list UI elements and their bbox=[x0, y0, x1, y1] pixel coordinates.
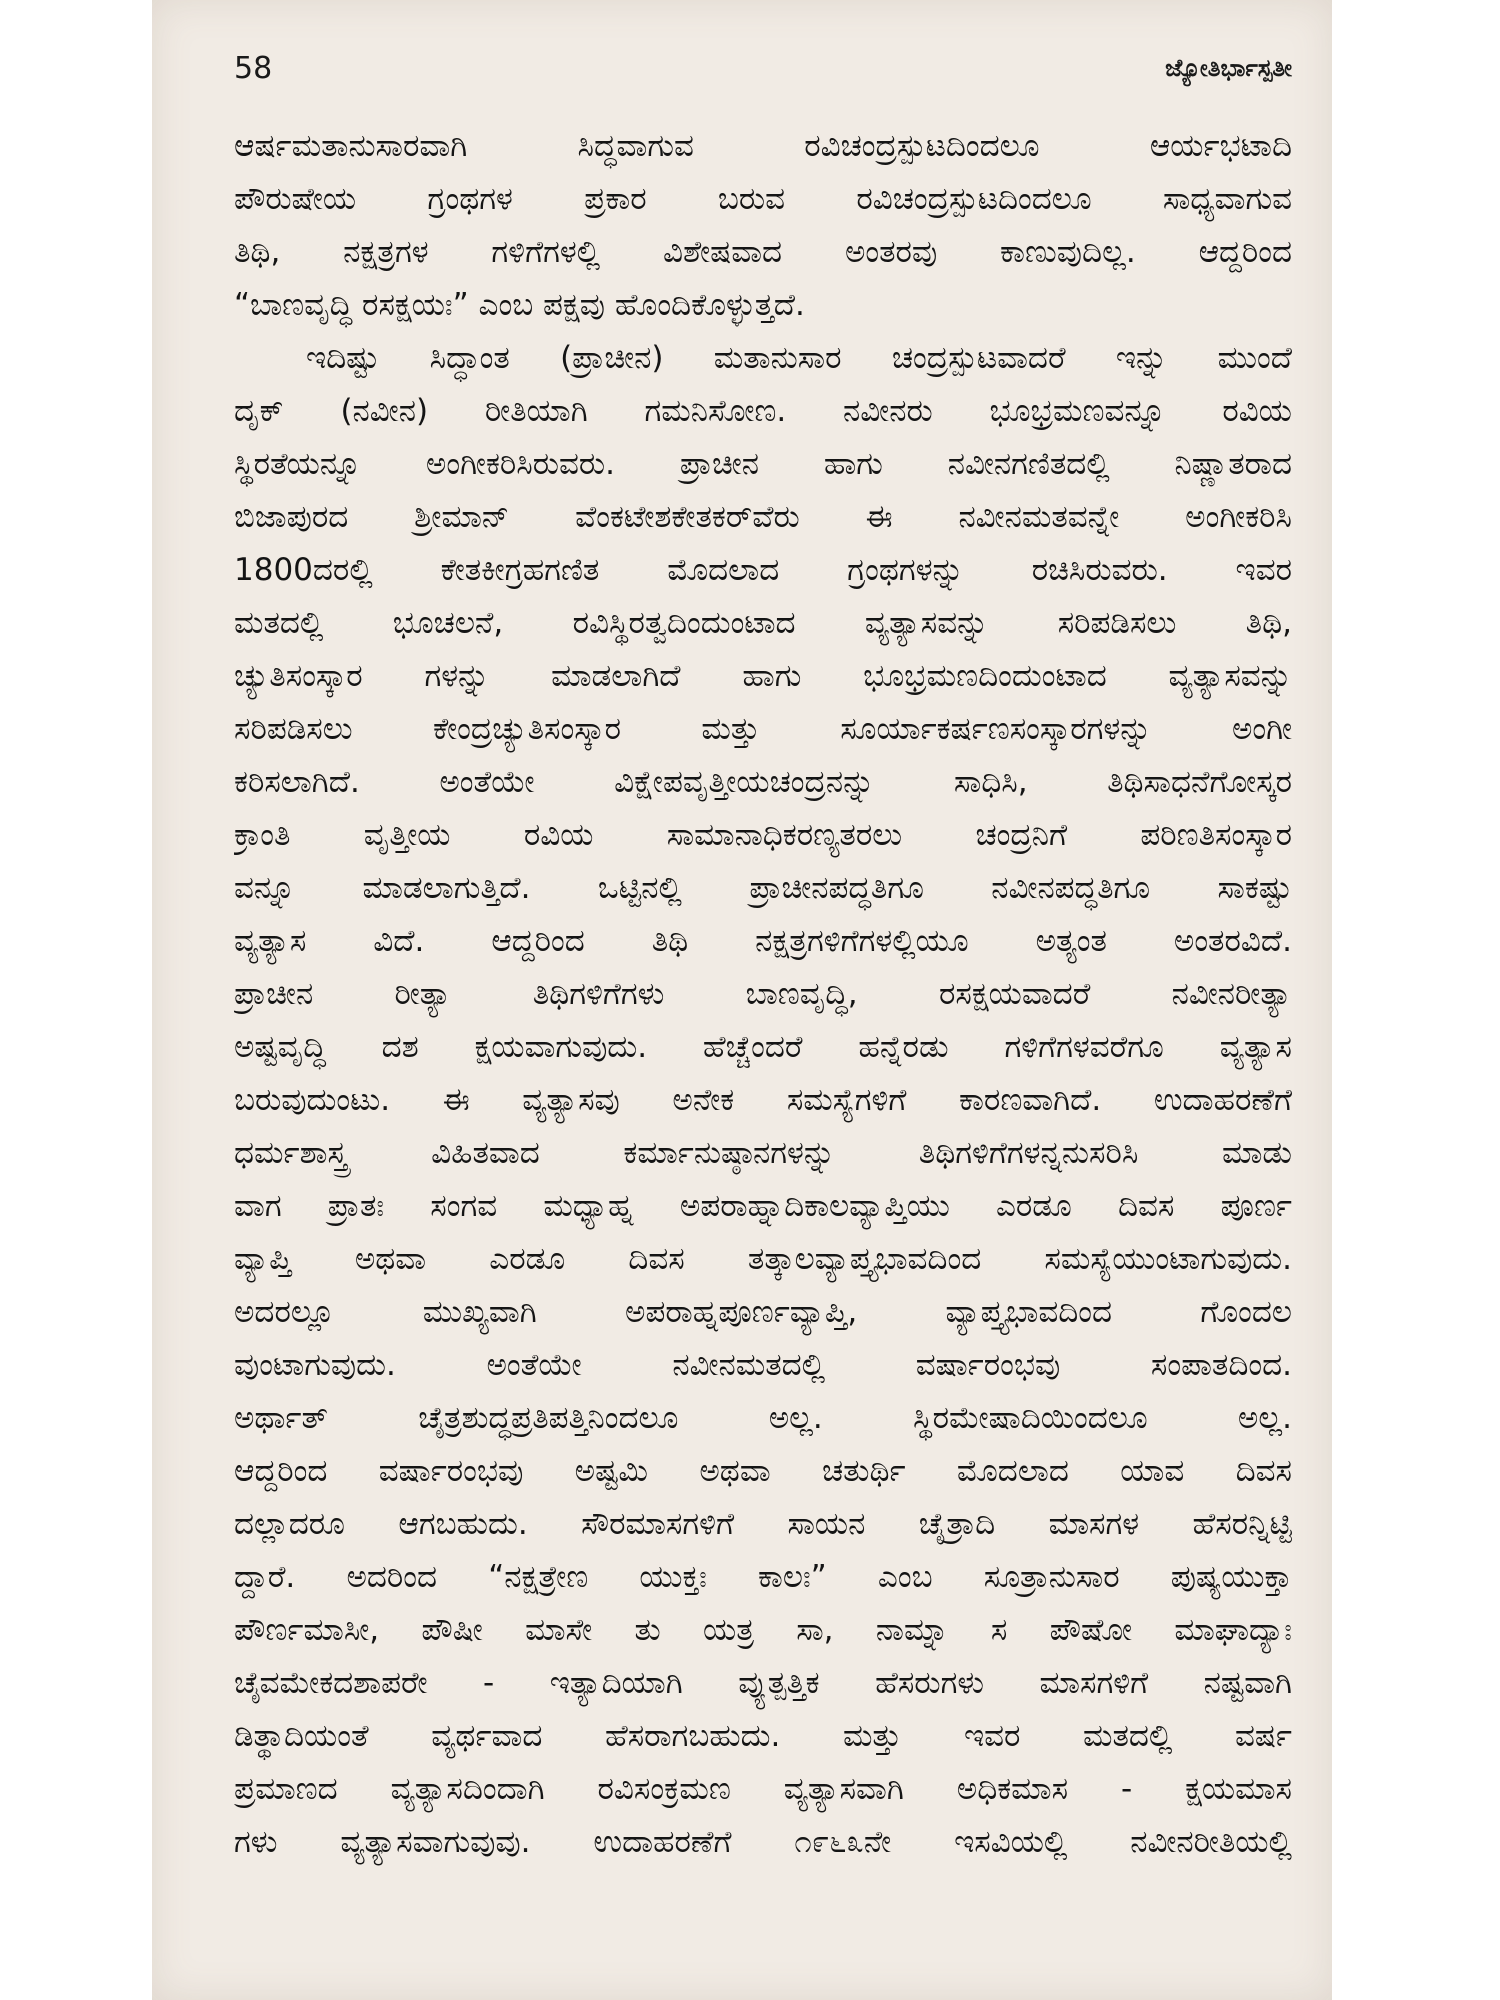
text-line: ಪ್ರಾಚೀನ ರೀತ್ಯಾ ತಿಥಿಗಳಿಗೆಗಳು ಬಾಣವೃದ್ಧಿ, ರಸಕ್ಷಯವಾದರೆ ನವೀನರೀತ್ಯಾ bbox=[234, 976, 1292, 1012]
text-line: ಅಷ್ಟವೃದ್ಧಿ ದಶ ಕ್ಷಯವಾಗುವುದು. ಹೆಚ್ಚೆಂದರೆ ಹನ್ನೆರಡು ಗಳಿಗೆಗಳವರೆಗೂ ವ್ಯತ್ಯಾಸ bbox=[234, 1029, 1292, 1065]
text-line: ಅದರಲ್ಲೂ ಮುಖ್ಯವಾಗಿ ಅಪರಾಹ್ನಪೂರ್ಣವ್ಯಾಪ್ತಿ, ವ್ಯಾಪ್ತ್ಯಭಾವದಿಂದ ಗೊಂದಲ bbox=[234, 1294, 1292, 1330]
text-line: ಕರಿಸಲಾಗಿದೆ. ಅಂತೆಯೇ ವಿಕ್ಷೇಪವೃತ್ತೀಯಚಂದ್ರನನ್ನು ಸಾಧಿಸಿ, ತಿಥಿಸಾಧನೆಗೋಸ್ಕರ bbox=[234, 764, 1292, 800]
text-line: 1800ದರಲ್ಲಿ ಕೇತಕೀಗ್ರಹಗಣಿತ ಮೊದಲಾದ ಗ್ರಂಥಗಳನ್ನು ರಚಿಸಿರುವರು. ಇವರ bbox=[234, 552, 1292, 588]
text-line: ವ್ಯತ್ಯಾಸ ವಿದೆ. ಆದ್ದರಿಂದ ತಿಥಿ ನಕ್ಷತ್ರಗಳಿಗೆಗಳಲ್ಲಿಯೂ ಅತ್ಯಂತ ಅಂತರವಿದೆ. bbox=[234, 923, 1292, 959]
text-line: ಬರುವುದುಂಟು. ಈ ವ್ಯತ್ಯಾಸವು ಅನೇಕ ಸಮಸ್ಯೆಗಳಿಗೆ ಕಾರಣವಾಗಿದೆ. ಉದಾಹರಣೆಗೆ bbox=[234, 1082, 1292, 1118]
text-line: ವ್ಯಾಪ್ತಿ ಅಥವಾ ಎರಡೂ ದಿವಸ ತತ್ಕಾಲವ್ಯಾಪ್ತ್ಯಭಾವದಿಂದ ಸಮಸ್ಯೆಯುಂಟಾಗುವುದು. bbox=[234, 1241, 1292, 1277]
text-line: ಬಿಜಾಪುರದ ಶ್ರೀಮಾನ್ ವೆಂಕಟೇಶಕೇತಕರ್‌ವೆರು ಈ ನವೀನಮತವನ್ನೇ ಅಂಗೀಕರಿಸಿ bbox=[234, 499, 1292, 535]
text-line: ಚೈವಮೇಕದಶಾಪರೇ - ಇತ್ಯಾದಿಯಾಗಿ ವ್ಯುತ್ಪತ್ತಿಕ ಹೆಸರುಗಳು ಮಾಸಗಳಿಗೆ ನಷ್ಟವಾಗಿ bbox=[234, 1665, 1292, 1701]
text-line: ಡಿತ್ಥಾದಿಯಂತೆ ವ್ಯರ್ಥವಾದ ಹೆಸರಾಗಬಹುದು. ಮತ್ತು ಇವರ ಮತದಲ್ಲಿ ವರ್ಷ bbox=[234, 1718, 1292, 1754]
text-line: ಪೌರ್ಣಮಾಸೀ, ಪೌಷೀ ಮಾಸೇ ತು ಯತ್ರ ಸಾ, ನಾಮ್ನಾ ಸ ಪೌಷೋ ಮಾಘಾದ್ಯಾಃ bbox=[234, 1612, 1292, 1648]
text-line: ಧರ್ಮಶಾಸ್ತ್ರ ವಿಹಿತವಾದ ಕರ್ಮಾನುಷ್ಠಾನಗಳನ್ನು ತಿಥಿಗಳಿಗೆಗಳನ್ನನುಸರಿಸಿ ಮಾಡು bbox=[234, 1135, 1292, 1171]
text-line: ಕ್ರಾಂತಿ ವೃತ್ತೀಯ ರವಿಯ ಸಾಮಾನಾಧಿಕರಣ್ಯತರಲು ಚಂದ್ರನಿಗೆ ಪರಿಣತಿಸಂಸ್ಕಾರ bbox=[234, 817, 1292, 853]
text-line: ದ್ದಾರೆ. ಅದರಿಂದ “ನಕ್ಷತ್ರೇಣ ಯುಕ್ತಃ ಕಾಲಃ” ಎಂಬ ಸೂತ್ರಾನುಸಾರ ಪುಷ್ಯಯುಕ್ತಾ bbox=[234, 1559, 1292, 1595]
text-line: ವಾಗ ಪ್ರಾತಃ ಸಂಗವ ಮಧ್ಯಾಹ್ನ ಅಪರಾಹ್ನಾದಿಕಾಲವ್ಯಾಪ್ತಿಯು ಎರಡೂ ದಿವಸ ಪೂರ್ಣ bbox=[234, 1188, 1292, 1224]
text-line: ಚ್ಯುತಿಸಂಸ್ಕಾರ ಗಳನ್ನು ಮಾಡಲಾಗಿದೆ ಹಾಗು ಭೂಭ್ರಮಣದಿಂದುಂಟಾದ ವ್ಯತ್ಯಾಸವನ್ನು bbox=[234, 658, 1292, 694]
text-line: ದಲ್ಲಾದರೂ ಆಗಬಹುದು. ಸೌರಮಾಸಗಳಿಗೆ ಸಾಯನ ಚೈತ್ರಾದಿ ಮಾಸಗಳ ಹೆಸರನ್ನಿಟ್ಟಿ bbox=[234, 1506, 1292, 1542]
text-line: “ಬಾಣವೃದ್ಧಿ ರಸಕ್ಷಯಃ” ಎಂಬ ಪಕ್ಷವು ಹೊಂದಿಕೊಳ್ಳುತ್ತದೆ. bbox=[234, 287, 805, 323]
text-line: ಆರ್ಷಮತಾನುಸಾರವಾಗಿ ಸಿದ್ಧವಾಗುವ ರವಿಚಂದ್ರಸ್ಪುಟದಿಂದಲೂ ಆರ್ಯಭಟಾದಿ bbox=[234, 128, 1292, 164]
text-line: ವನ್ನೂ ಮಾಡಲಾಗುತ್ತಿದೆ. ಒಟ್ಟಿನಲ್ಲಿ ಪ್ರಾಚೀನಪದ್ಧತಿಗೂ ನವೀನಪದ್ಧತಿಗೂ ಸಾಕಷ್ಟು bbox=[234, 870, 1292, 906]
text-line: ತಿಥಿ, ನಕ್ಷತ್ರಗಳ ಗಳಿಗೆಗಳಲ್ಲಿ ವಿಶೇಷವಾದ ಅಂತರವು ಕಾಣುವುದಿಲ್ಲ. ಆದ್ದರಿಂದ bbox=[234, 234, 1292, 270]
text-line: ಮತದಲ್ಲಿ ಭೂಚಲನೆ, ರವಿಸ್ಥಿರತ್ವದಿಂದುಂಟಾದ ವ್ಯತ್ಯಾಸವನ್ನು ಸರಿಪಡಿಸಲು ತಿಥಿ, bbox=[234, 605, 1292, 641]
book-title: ಜ್ಯೋತಿರ್ಭಾಸ್ಪತೀ bbox=[1165, 54, 1292, 82]
text-line: ಗಳು ವ್ಯತ್ಯಾಸವಾಗುವುವು. ಉದಾಹರಣೆಗೆ ೧೯೬೩ನೇ ಇಸವಿಯಲ್ಲಿ ನವೀನರೀತಿಯಲ್ಲಿ bbox=[234, 1824, 1292, 1860]
body-text bbox=[234, 120, 1292, 1869]
text-line: ಇದಿಷ್ಟು ಸಿದ್ಧಾಂತ (ಪ್ರಾಚೀನ) ಮತಾನುಸಾರ ಚಂದ್ರಸ್ಪುಟವಾದರೆ ಇನ್ನು ಮುಂದೆ bbox=[306, 340, 1292, 376]
text-line: ಅರ್ಥಾತ್ ಚೈತ್ರಶುದ್ಧಪ್ರತಿಪತ್ತಿನಿಂದಲೂ ಅಲ್ಲ. ಸ್ಥಿರಮೇಷಾದಿಯಿಂದಲೂ ಅಲ್ಲ. bbox=[234, 1400, 1292, 1436]
text-line: ವುಂಟಾಗುವುದು. ಅಂತೆಯೇ ನವೀನಮತದಲ್ಲಿ ವರ್ಷಾರಂಭವು ಸಂಪಾತದಿಂದ. bbox=[234, 1347, 1292, 1383]
text-line: ಸರಿಪಡಿಸಲು ಕೇಂದ್ರಚ್ಯುತಿಸಂಸ್ಕಾರ ಮತ್ತು ಸೂರ್ಯಾಕರ್ಷಣಸಂಸ್ಕಾರಗಳನ್ನು ಅಂಗೀ bbox=[234, 711, 1292, 747]
text-line: ಸ್ಥಿರತೆಯನ್ನೂ ಅಂಗೀಕರಿಸಿರುವರು. ಪ್ರಾಚೀನ ಹಾಗು ನವೀನಗಣಿತದಲ್ಲಿ ನಿಷ್ಣಾತರಾದ bbox=[234, 446, 1292, 482]
text-line: ಪ್ರಮಾಣದ ವ್ಯತ್ಯಾಸದಿಂದಾಗಿ ರವಿಸಂಕ್ರಮಣ ವ್ಯತ್ಯಾಸವಾಗಿ ಅಧಿಕಮಾಸ - ಕ್ಷಯಮಾಸ bbox=[234, 1771, 1292, 1807]
text-line: ದೃಕ್ (ನವೀನ) ರೀತಿಯಾಗಿ ಗಮನಿಸೋಣ. ನವೀನರು ಭೂಭ್ರಮಣವನ್ನೂ ರವಿಯ bbox=[234, 393, 1292, 429]
text-line: ಪೌರುಷೇಯ ಗ್ರಂಥಗಳ ಪ್ರಕಾರ ಬರುವ ರವಿಚಂದ್ರಸ್ಪುಟದಿಂದಲೂ ಸಾಧ್ಯವಾಗುವ bbox=[234, 181, 1292, 217]
page-number: 58 bbox=[234, 50, 273, 86]
text-line: ಆದ್ದರಿಂದ ವರ್ಷಾರಂಭವು ಅಷ್ಟಮಿ ಅಥವಾ ಚತುರ್ಥಿ ಮೊದಲಾದ ಯಾವ ದಿವಸ bbox=[234, 1453, 1292, 1489]
book-page bbox=[152, 0, 1332, 2000]
running-head bbox=[234, 48, 1292, 88]
